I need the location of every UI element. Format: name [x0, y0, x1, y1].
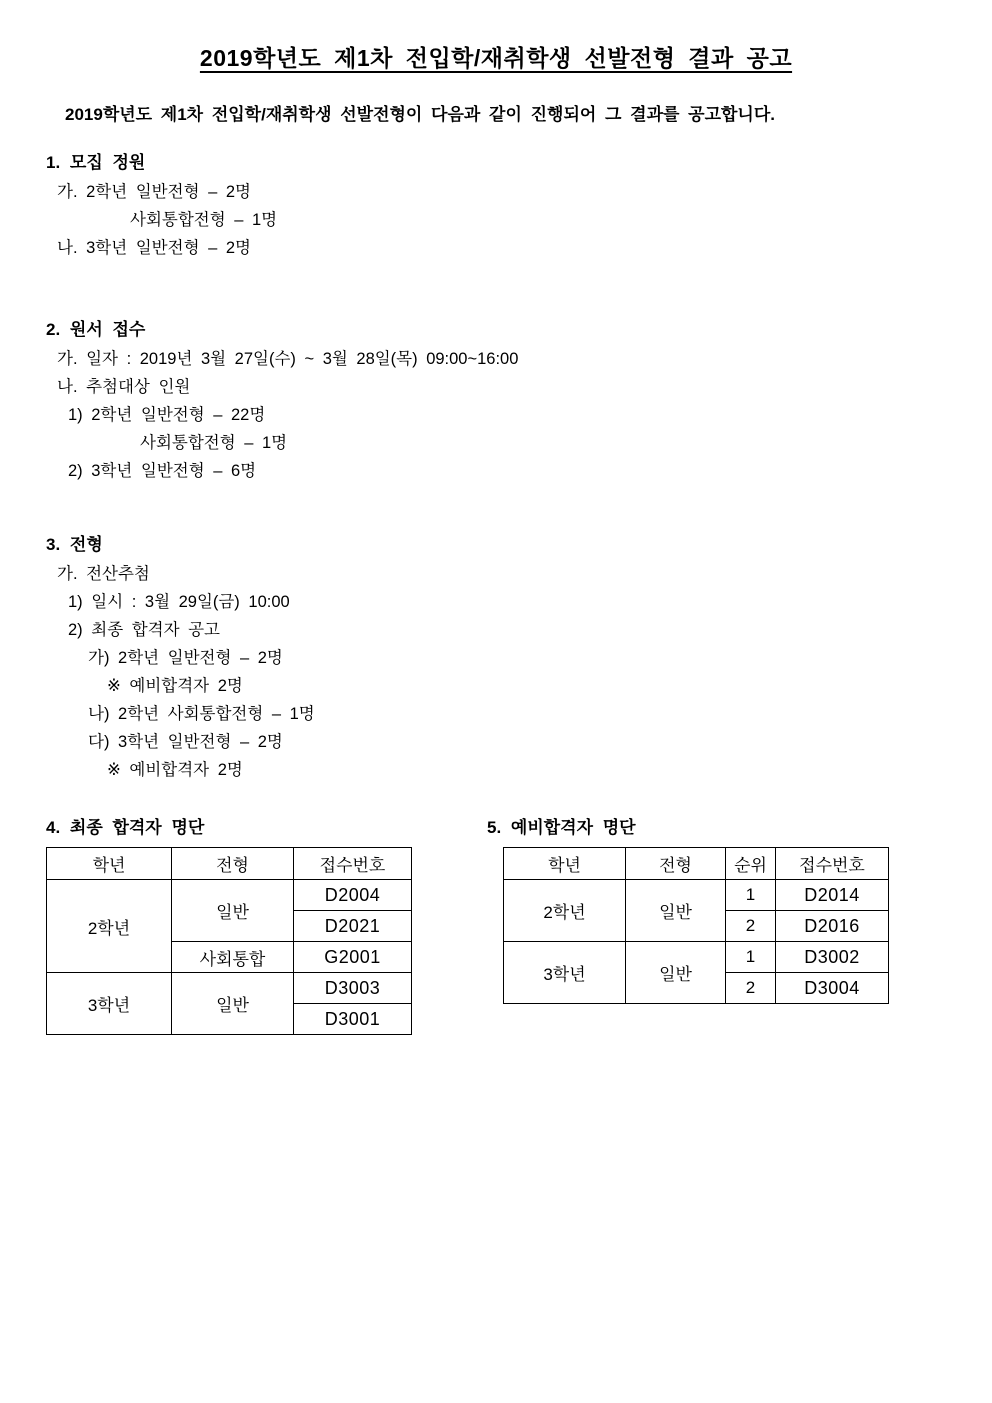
section-3-heading: 3. 전형: [46, 535, 103, 554]
target-grade2-social-line: 사회통합전형 – 1명: [140, 434, 288, 452]
cell-number: D3004: [776, 973, 889, 1004]
column-header-grade: 학년: [47, 848, 172, 880]
target-grade3-general-line: 2) 3학년 일반전형 – 6명: [68, 462, 257, 480]
cell-track: 일반: [172, 973, 294, 1035]
cell-rank: 1: [726, 880, 776, 911]
cell-rank: 1: [726, 942, 776, 973]
cell-rank: 2: [726, 973, 776, 1004]
final-announcement-line: 2) 최종 합격자 공고: [68, 621, 220, 639]
column-header-track: 전형: [172, 848, 294, 880]
final-table-heading: 4. 최종 합격자 명단: [46, 818, 205, 837]
cell-number: D3002: [776, 942, 889, 973]
cell-track: 일반: [626, 942, 726, 1004]
table-row: [47, 973, 412, 1004]
section-2-heading: 2. 원서 접수: [46, 320, 146, 339]
cell-rank: 2: [726, 911, 776, 942]
target-grade2-general-line: 1) 2학년 일반전형 – 22명: [68, 406, 266, 424]
quota-line-grade3-general: 나. 3학년 일반전형 – 2명: [57, 239, 251, 257]
column-header-number: 접수번호: [294, 848, 412, 880]
cell-number: D2004: [294, 880, 412, 911]
cell-number: D2021: [294, 911, 412, 942]
result-grade3-general-line: 다) 3학년 일반전형 – 2명: [88, 733, 283, 751]
lottery-datetime-line: 1) 일시 : 3월 29일(금) 10:00: [68, 593, 290, 611]
column-header-track: 전형: [626, 848, 726, 880]
table-row: [504, 880, 889, 911]
cell-number: D3001: [294, 1004, 412, 1035]
column-header-number: 접수번호: [776, 848, 889, 880]
waitlist-table: [503, 847, 889, 1004]
waitlist-header-row: [504, 848, 889, 880]
intro-paragraph: 2019학년도 제1차 전입학/재취학생 선발전형이 다음과 같이 진행되어 그 결과를 공고합니다.: [65, 105, 775, 124]
cell-number: D2014: [776, 880, 889, 911]
cell-grade: 2학년: [47, 880, 172, 973]
cell-number: D3003: [294, 973, 412, 1004]
cell-grade: 3학년: [504, 942, 626, 1004]
cell-number: D2016: [776, 911, 889, 942]
result-grade3-waitlist-note: ※ 예비합격자 2명: [107, 761, 243, 779]
section-selection-process: [46, 530, 946, 784]
cell-number: G2001: [294, 942, 412, 973]
waitlist-block: [487, 816, 889, 1004]
cell-grade: 3학년: [47, 973, 172, 1035]
final-pass-table: [46, 847, 412, 1035]
section-1-heading: 1. 모집 정원: [46, 153, 146, 172]
result-tables: [46, 816, 946, 1035]
section-application: [46, 315, 946, 485]
lottery-target-line: 나. 추첨대상 인원: [57, 378, 191, 396]
application-date-line: 가. 일자 : 2019년 3월 27일(수) ~ 3월 28일(목) 09:00~16:00: [57, 350, 519, 368]
table-row: [47, 880, 412, 911]
result-grade2-waitlist-note: ※ 예비합격자 2명: [107, 677, 243, 695]
final-pass-list-block: [46, 816, 413, 1035]
cell-track: 일반: [626, 880, 726, 942]
computer-lottery-line: 가. 전산추첨: [57, 565, 150, 583]
final-header-row: [47, 848, 412, 880]
waitlist-table-heading: 5. 예비합격자 명단: [487, 818, 636, 837]
cell-track: 사회통합: [172, 942, 294, 973]
table-row: [504, 942, 889, 973]
quota-line-grade2-social: 사회통합전형 – 1명: [130, 211, 278, 229]
cell-track: 일반: [172, 880, 294, 942]
section-recruitment-quota: [46, 148, 946, 262]
column-header-rank: 순위: [726, 848, 776, 880]
column-header-grade: 학년: [504, 848, 626, 880]
cell-grade: 2학년: [504, 880, 626, 942]
result-grade2-social-line: 나) 2학년 사회통합전형 – 1명: [88, 705, 315, 723]
document-title: 2019학년도 제1차 전입학/재취학생 선발전형 결과 공고: [199, 45, 793, 71]
quota-line-grade2-general: 가. 2학년 일반전형 – 2명: [57, 183, 251, 201]
result-grade2-general-line: 가) 2학년 일반전형 – 2명: [88, 649, 283, 667]
